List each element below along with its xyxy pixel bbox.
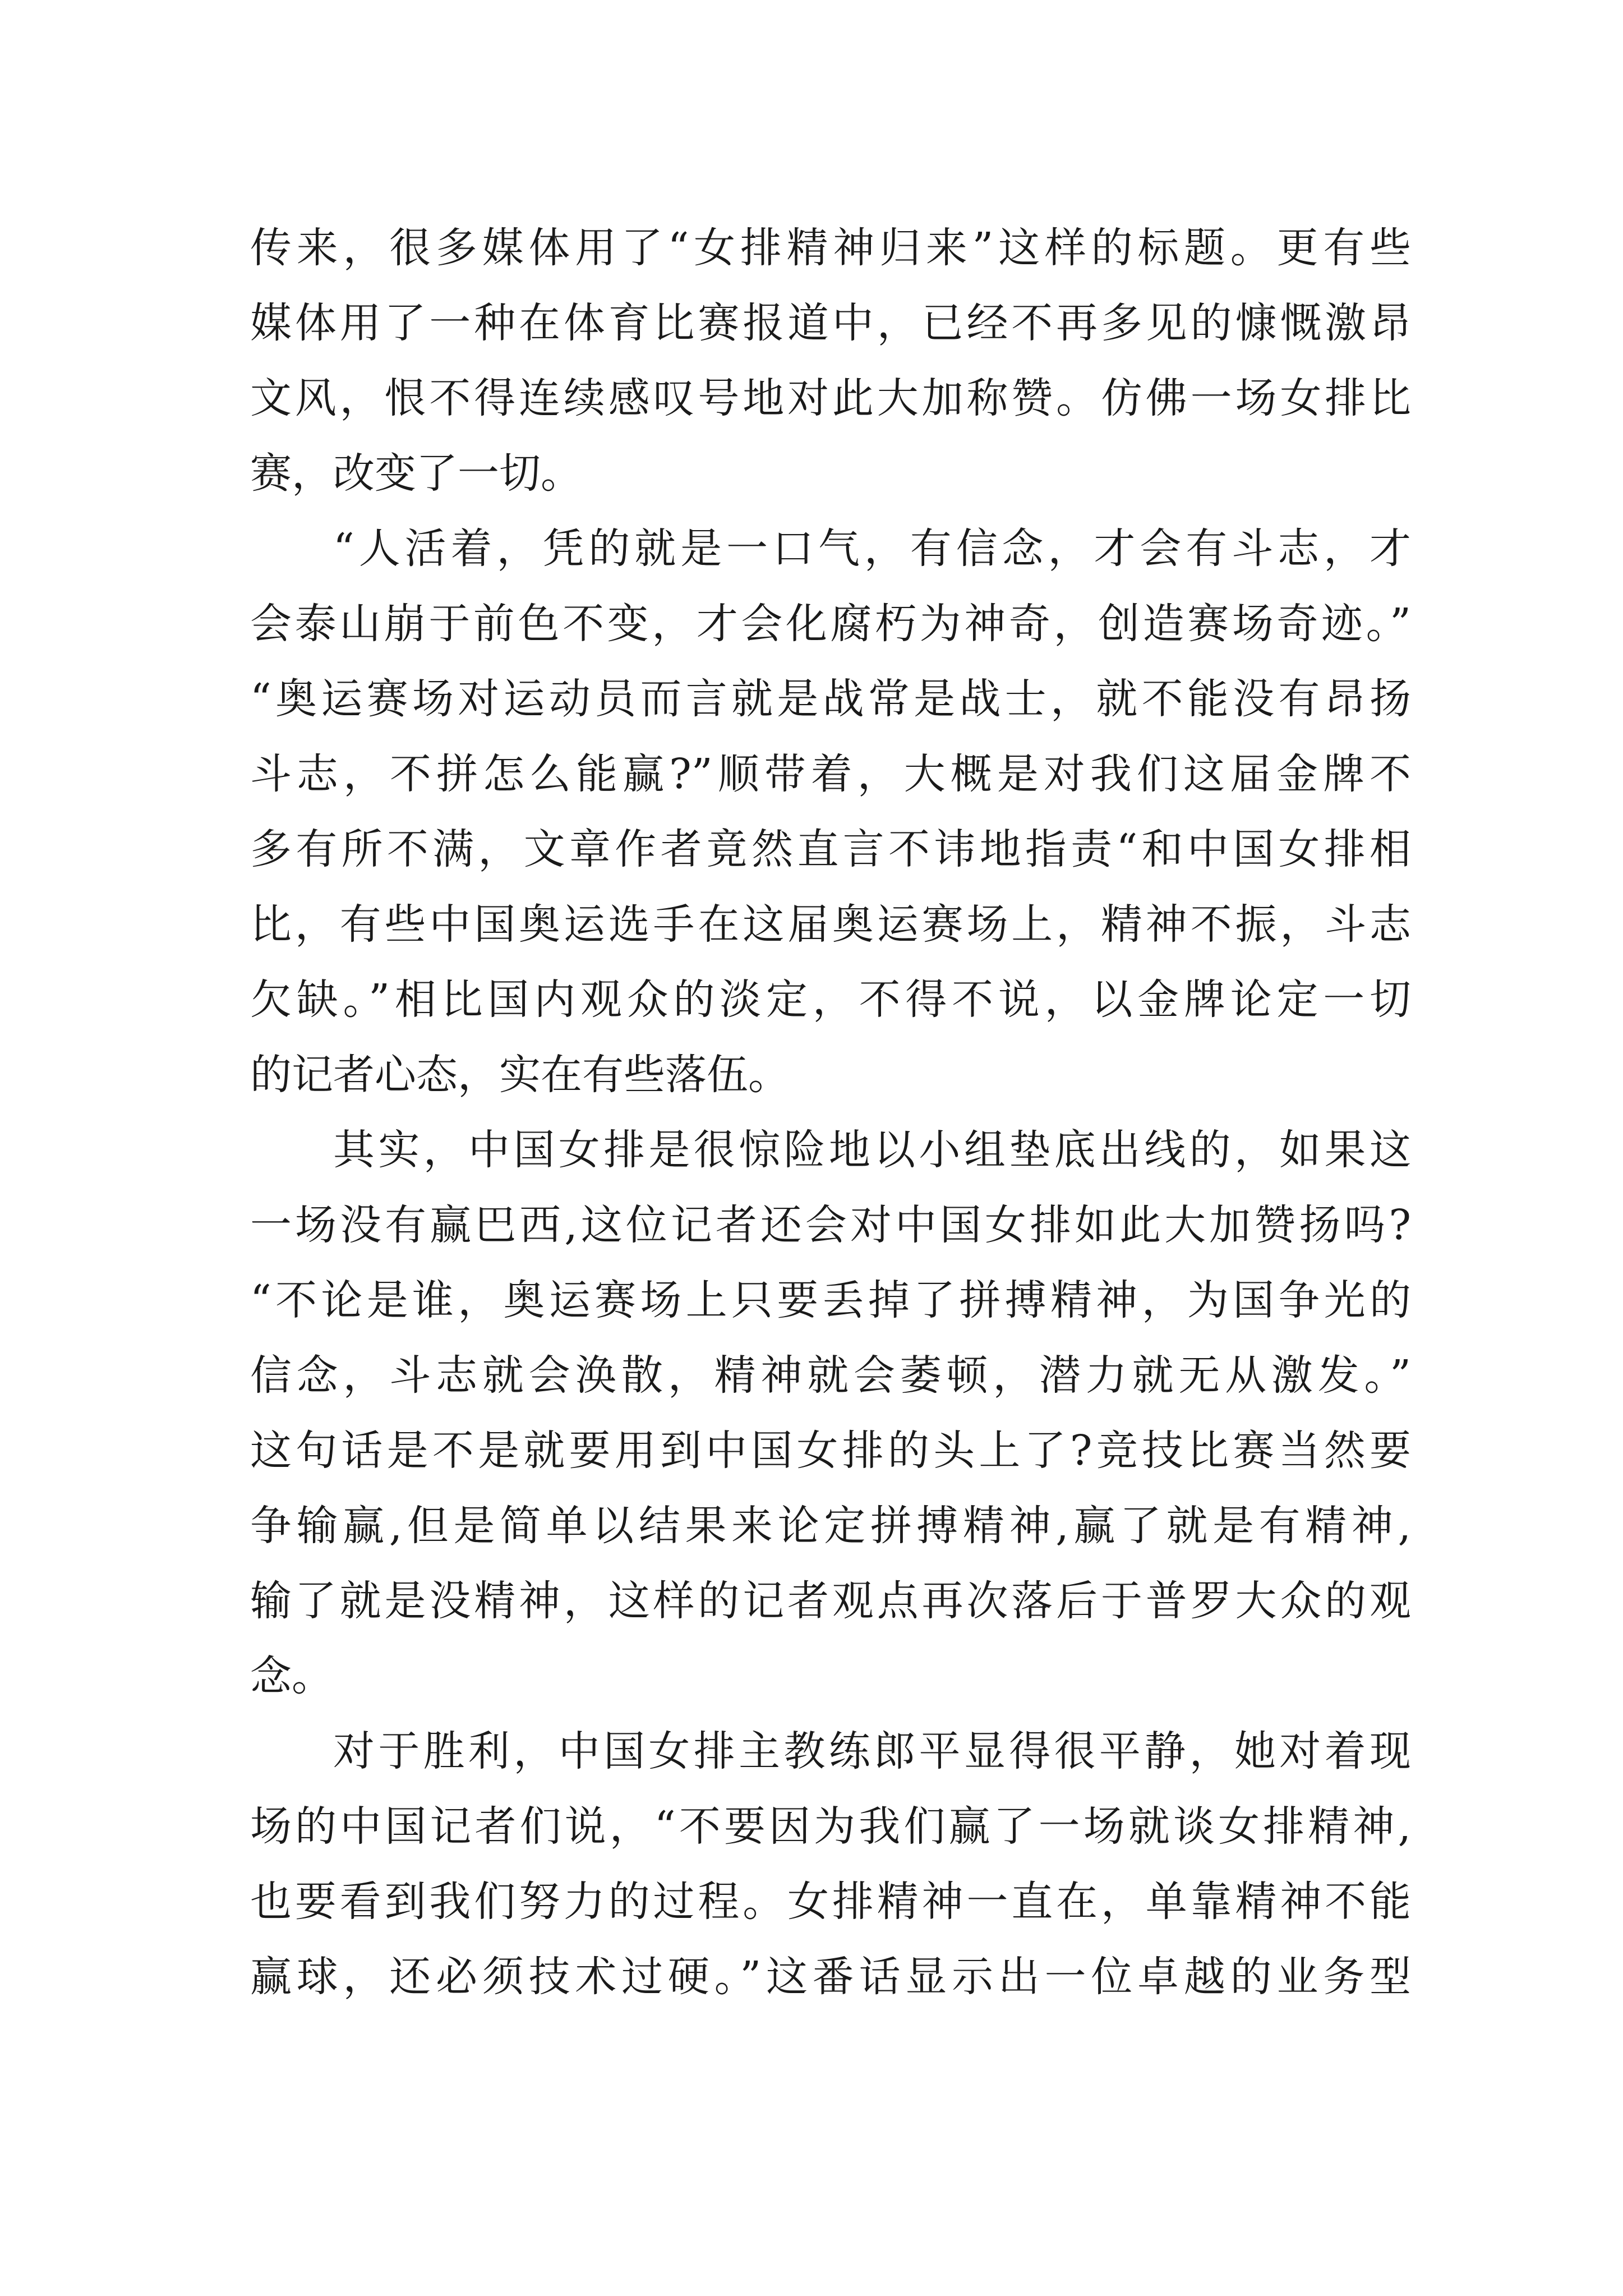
text-line: 的记者心态，实在有些落伍。 (250, 1051, 790, 1099)
text-line: 对于胜利，中国女排主教练郎平显得很平静，她对着现 (333, 1727, 1411, 1775)
text-line: 信念，斗志就会涣散，精神就会萎顿，潜力就无从激发。” (250, 1351, 1411, 1400)
text-line: 文风，恨不得连续感叹号地对此大加称赞。仿佛一场女排比 (250, 374, 1411, 422)
text-line: 比，有些中国奥运选手在这届奥运赛场上，精神不振，斗志 (250, 900, 1411, 949)
text-line: 念。 (250, 1652, 333, 1700)
text-line: 其实，中国女排是很惊险地以小组垫底出线的，如果这 (333, 1126, 1411, 1174)
paragraph (250, 1714, 1411, 2014)
text-line: 这句话是不是就要用到中国女排的头上了?竞技比赛当然要 (250, 1427, 1411, 1475)
body-text (250, 210, 1411, 2014)
text-line: “人活着，凭的就是一口气，有信念，才会有斗志，才 (333, 524, 1411, 573)
text-line: 一场没有赢巴西,这位记者还会对中国女排如此大加赞扬吗? (250, 1201, 1411, 1249)
text-line: “奥运赛场对运动员而言就是战常是战士，就不能没有昂扬 (250, 675, 1411, 723)
text-line: 赢球，还必须技术过硬。”这番话显示出一位卓越的业务型 (250, 1953, 1411, 2001)
text-line: 场的中国记者们说，“不要因为我们赢了一场就谈女排精神, (250, 1802, 1411, 1851)
text-line: 多有所不满，文章作者竟然直言不讳地指责“和中国女排相 (250, 825, 1411, 873)
text-line: 欠缺。”相比国内观众的淡定，不得不说，以金牌论定一切 (250, 976, 1411, 1024)
text-line: 也要看到我们努力的过程。女排精神一直在，单靠精神不能 (250, 1878, 1411, 1926)
text-line: 输了就是没精神，这样的记者观点再次落后于普罗大众的观 (250, 1577, 1411, 1625)
text-line: 传来，很多媒体用了“女排精神归来”这样的标题。更有些 (250, 224, 1411, 272)
text-line: 赛，改变了一切。 (250, 449, 582, 498)
text-line: “不论是谁，奥运赛场上只要丢掉了拼搏精神，为国争光的 (250, 1276, 1411, 1324)
paragraph (250, 210, 1411, 511)
text-line: 会泰山崩于前色不变，才会化腐朽为神奇，创造赛场奇迹。” (250, 600, 1411, 648)
paragraph (250, 511, 1411, 1112)
paragraph (250, 1112, 1411, 1714)
text-line: 斗志，不拼怎么能赢?”顺带着，大概是对我们这届金牌不 (250, 750, 1411, 798)
text-line: 媒体用了一种在体育比赛报道中，已经不再多见的慷慨激昂 (250, 299, 1411, 347)
text-line: 争输赢,但是简单以结果来论定拼搏精神,赢了就是有精神, (250, 1502, 1411, 1550)
